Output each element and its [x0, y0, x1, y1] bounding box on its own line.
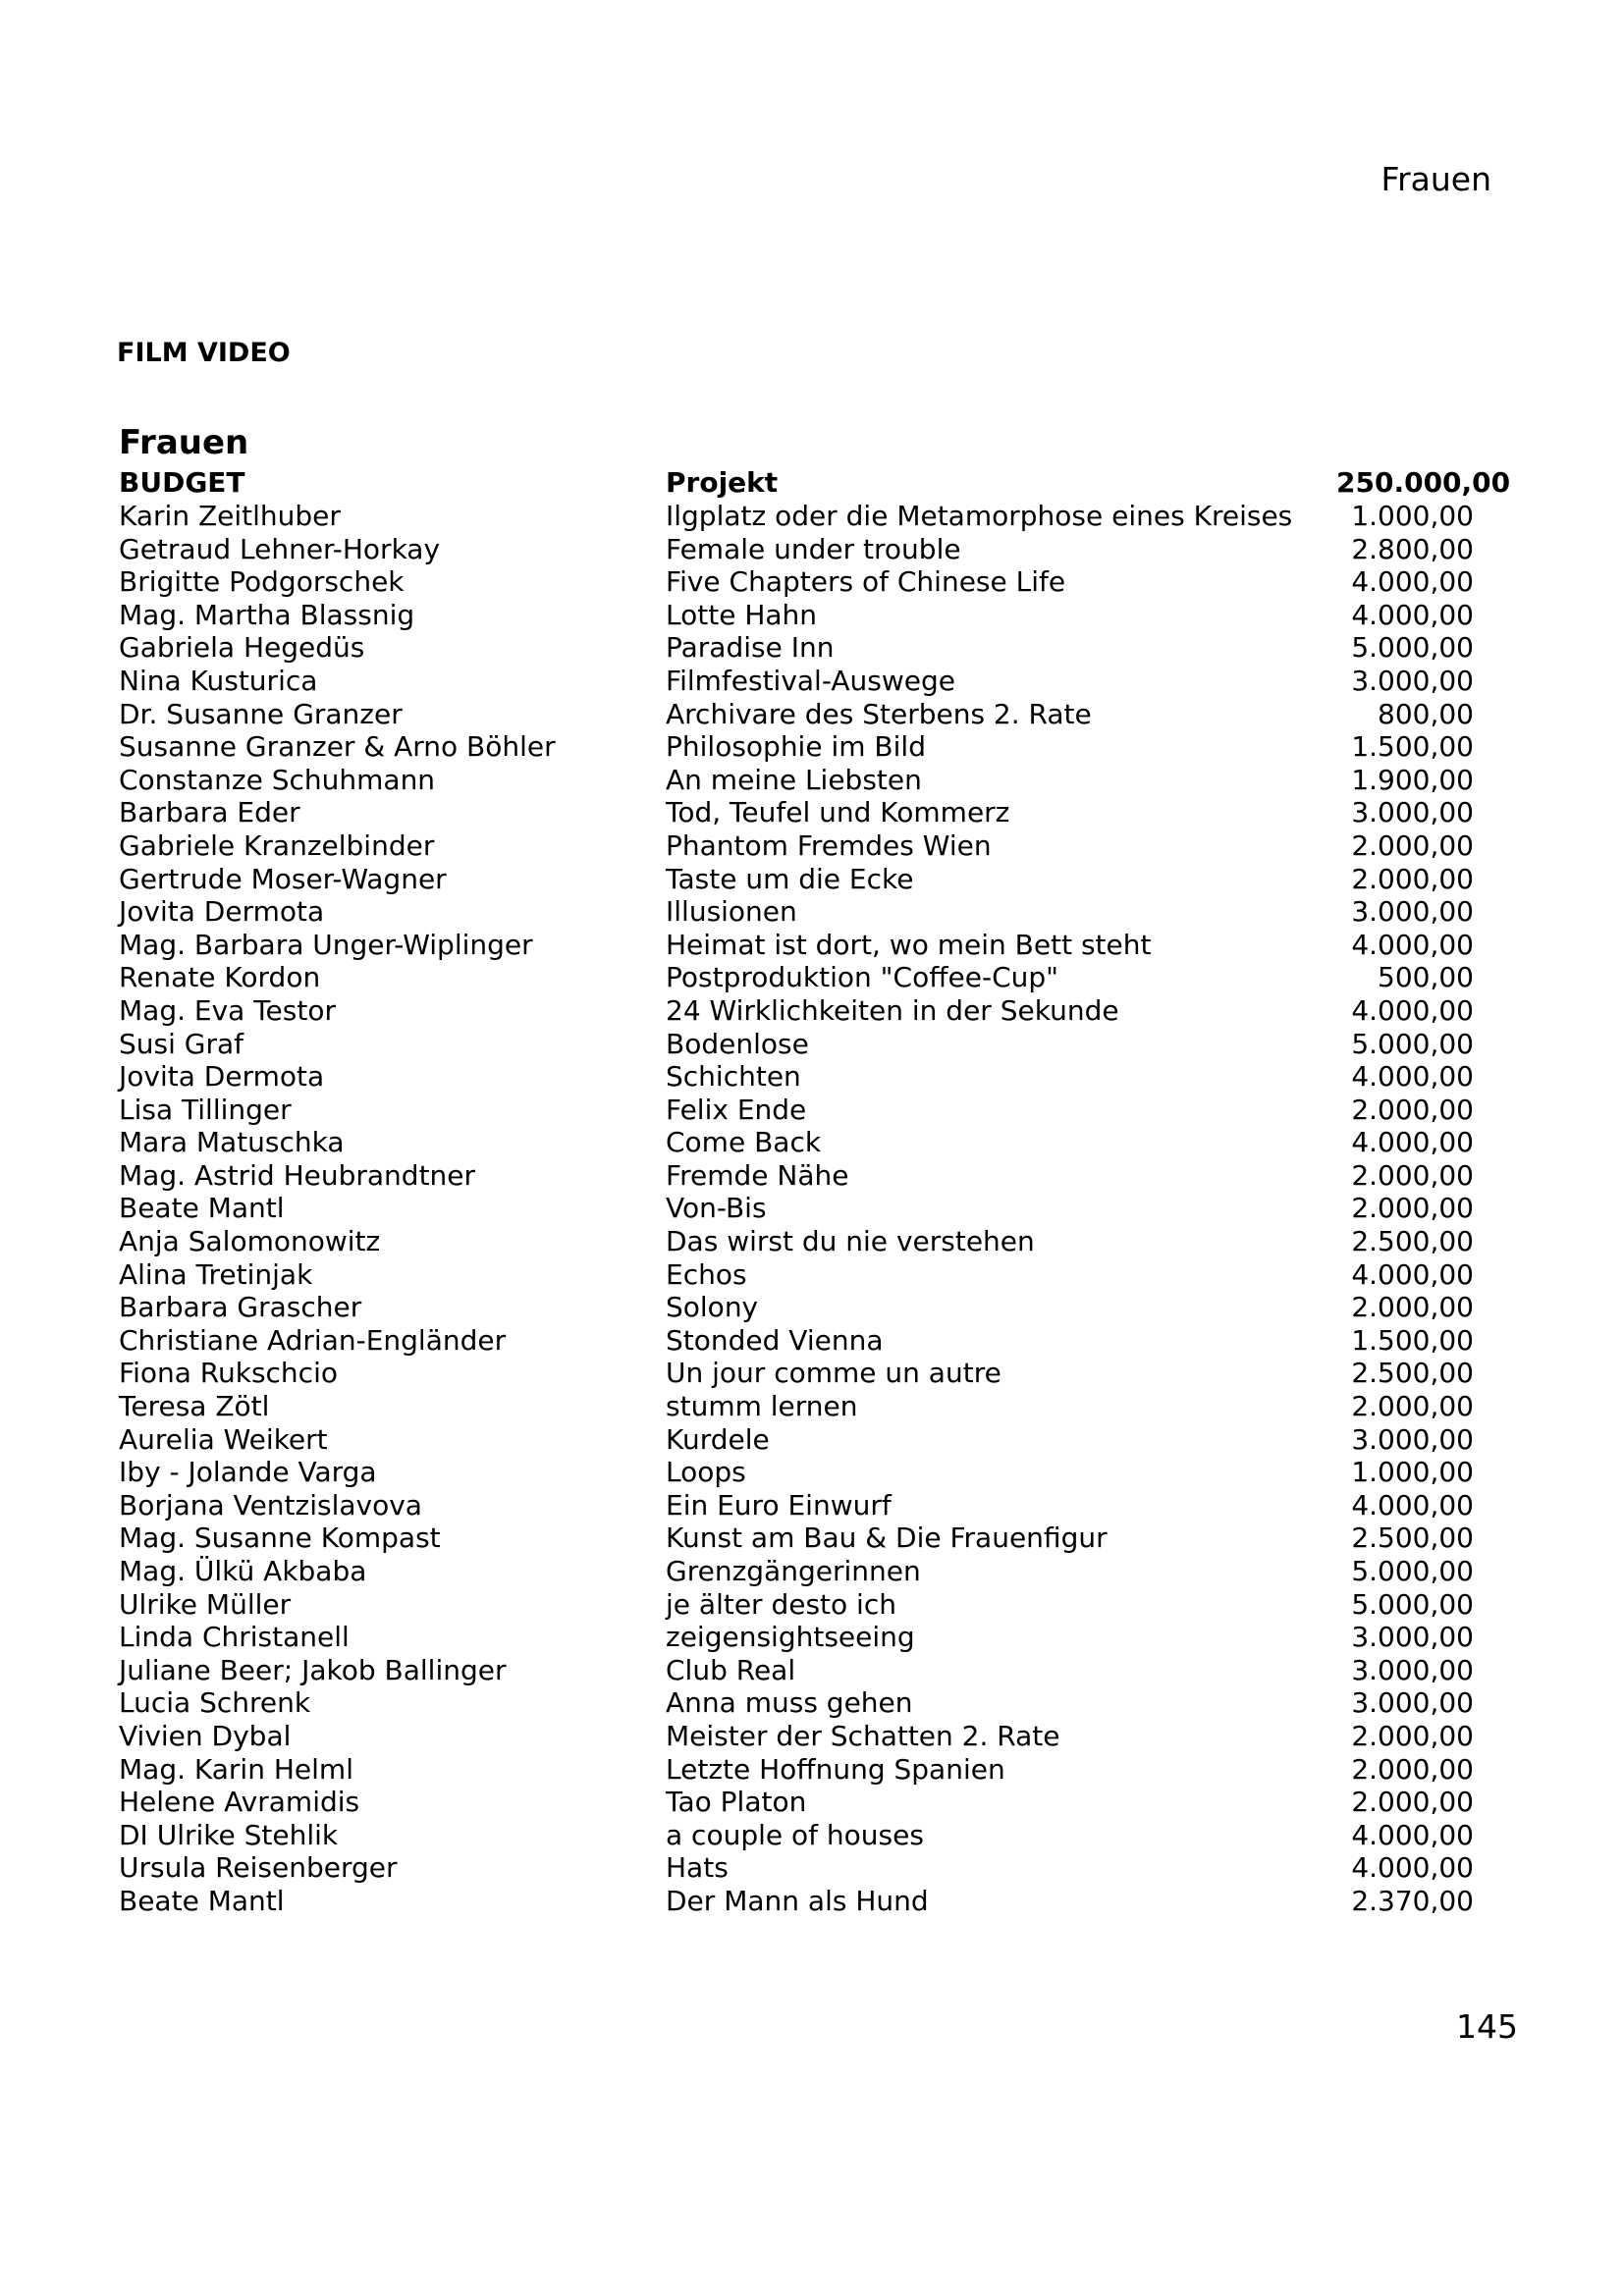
- cell-name: Mag. Martha Blassnig: [119, 598, 415, 631]
- block-title: Frauen: [119, 423, 249, 462]
- table-row: [119, 599, 1479, 632]
- table-row: [119, 796, 1479, 829]
- budget-table: [119, 466, 1511, 1918]
- cell-amount: 4.000,00: [1351, 928, 1474, 961]
- table-header-row: [119, 466, 1511, 500]
- cell-amount: 4.000,00: [1351, 598, 1474, 631]
- cell-amount: 4.000,00: [1351, 1488, 1474, 1522]
- cell-amount: 5.000,00: [1351, 631, 1474, 665]
- cell-name: Karin Zeitlhuber: [119, 500, 341, 532]
- cell-project: Filmfestival-Auswege: [666, 664, 955, 697]
- cell-amount: 2.000,00: [1351, 1719, 1474, 1752]
- cell-project: Tod, Teufel und Kommerz: [666, 796, 1010, 829]
- table-row: [119, 1390, 1479, 1423]
- cell-amount: 4.000,00: [1351, 1126, 1474, 1159]
- table-row: [119, 1489, 1479, 1522]
- cell-name: Jovita Dermota: [119, 1060, 325, 1094]
- cell-name: Beate Mantl: [119, 1884, 285, 1917]
- cell-name: Alina Tretinjak: [119, 1257, 313, 1291]
- cell-project: Echos: [666, 1257, 747, 1291]
- cell-amount: 4.000,00: [1351, 565, 1474, 599]
- cell-project: Kurdele: [666, 1422, 770, 1456]
- table-row: [119, 994, 1479, 1028]
- cell-name: Mara Matuschka: [119, 1126, 345, 1159]
- table-row: [119, 730, 1479, 764]
- cell-amount: 2.370,00: [1351, 1884, 1474, 1917]
- cell-name: Gabriele Kranzelbinder: [119, 828, 435, 862]
- header-project: Projekt: [666, 466, 779, 499]
- cell-amount: 4.000,00: [1351, 1818, 1474, 1851]
- table-row: [119, 1456, 1479, 1489]
- cell-name: Juliane Beer; Jakob Ballinger: [119, 1653, 507, 1686]
- cell-name: Mag. Eva Testor: [119, 993, 336, 1027]
- cell-name: Mag. Susanne Kompast: [119, 1522, 441, 1555]
- cell-project: Philosophie im Bild: [666, 730, 926, 764]
- cell-amount: 1.500,00: [1351, 1323, 1474, 1357]
- cell-name: Iby - Jolande Varga: [119, 1456, 377, 1489]
- running-header-title: Frauen: [1380, 160, 1491, 198]
- cell-name: Dr. Susanne Granzer: [119, 697, 403, 730]
- cell-name: Susanne Granzer & Arno Böhler: [119, 730, 556, 764]
- cell-project: Paradise Inn: [666, 631, 835, 665]
- cell-project: Five Chapters of Chinese Life: [666, 565, 1066, 599]
- table-row: [119, 961, 1479, 994]
- cell-name: Aurelia Weikert: [119, 1422, 328, 1456]
- cell-name: Barbara Grascher: [119, 1291, 362, 1324]
- cell-project: Letzte Hoffnung Spanien: [666, 1752, 1005, 1786]
- table-row: [119, 1192, 1479, 1225]
- cell-name: Mag. Karin Helml: [119, 1752, 353, 1786]
- page-number: 145: [1456, 2007, 1518, 2046]
- cell-amount: 1.000,00: [1351, 1456, 1474, 1489]
- table-row: [119, 1522, 1479, 1555]
- cell-project: Phantom Fremdes Wien: [666, 828, 992, 862]
- cell-amount: 1.000,00: [1351, 500, 1474, 532]
- cell-name: Lisa Tillinger: [119, 1093, 292, 1126]
- table-row: [119, 863, 1479, 896]
- table-row: [119, 1686, 1479, 1720]
- cell-project: zeigensightseeing: [666, 1621, 915, 1654]
- table-row: [119, 500, 1479, 533]
- cell-project: Solony: [666, 1291, 759, 1324]
- cell-name: Nina Kusturica: [119, 664, 318, 697]
- table-row: [119, 1357, 1479, 1390]
- cell-project: stumm lernen: [666, 1390, 858, 1423]
- cell-project: Taste um die Ecke: [666, 862, 914, 895]
- cell-amount: 2.000,00: [1351, 1192, 1474, 1225]
- cell-name: Christiane Adrian-Engländer: [119, 1323, 507, 1357]
- table-row: [119, 1324, 1479, 1358]
- cell-amount: 2.000,00: [1351, 828, 1474, 862]
- cell-amount: 2.000,00: [1351, 1390, 1474, 1423]
- cell-amount: 2.500,00: [1351, 1357, 1474, 1390]
- cell-project: Anna muss gehen: [666, 1686, 913, 1720]
- table-body: [119, 500, 1479, 1918]
- cell-name: Anja Salomonowitz: [119, 1225, 381, 1258]
- cell-amount: 500,00: [1378, 961, 1474, 994]
- table-row: [119, 1159, 1479, 1193]
- cell-amount: 3.000,00: [1351, 1653, 1474, 1686]
- cell-project: Lotte Hahn: [666, 598, 818, 631]
- table-row: [119, 1258, 1479, 1292]
- cell-name: Getraud Lehner-Horkay: [119, 532, 441, 565]
- table-row: [119, 764, 1479, 797]
- cell-project: Grenzgängerinnen: [666, 1555, 921, 1587]
- table-row: [119, 1555, 1479, 1588]
- table-row: [119, 1720, 1479, 1753]
- table-row: [119, 533, 1479, 566]
- cell-name: Mag. Barbara Unger-Wiplinger: [119, 928, 533, 961]
- cell-name: Renate Kordon: [119, 961, 321, 994]
- cell-name: Brigitte Podgorschek: [119, 565, 405, 599]
- cell-amount: 2.800,00: [1351, 532, 1474, 565]
- cell-project: Meister der Schatten 2. Rate: [666, 1719, 1060, 1752]
- cell-project: Von-Bis: [666, 1192, 767, 1225]
- cell-project: Club Real: [666, 1653, 796, 1686]
- table-row: [119, 1851, 1479, 1885]
- cell-project: Heimat ist dort, wo mein Bett steht: [666, 928, 1152, 961]
- cell-project: 24 Wirklichkeiten in der Sekunde: [666, 993, 1119, 1027]
- cell-name: Mag. Astrid Heubrandtner: [119, 1158, 476, 1192]
- cell-project: Come Back: [666, 1126, 822, 1159]
- cell-amount: 4.000,00: [1351, 993, 1474, 1027]
- cell-amount: 1.900,00: [1351, 763, 1474, 796]
- cell-amount: 4.000,00: [1351, 1257, 1474, 1291]
- cell-name: Borjana Ventzislavova: [119, 1488, 422, 1522]
- cell-name: Barbara Eder: [119, 796, 300, 829]
- table-row: [119, 929, 1479, 962]
- cell-project: Tao Platon: [666, 1786, 807, 1819]
- table-row: [119, 1654, 1479, 1687]
- cell-project: a couple of houses: [666, 1818, 924, 1851]
- table-row: [119, 698, 1479, 731]
- table-row: [119, 1423, 1479, 1457]
- cell-name: Lucia Schrenk: [119, 1686, 311, 1720]
- cell-amount: 5.000,00: [1351, 1555, 1474, 1587]
- table-row: [119, 1028, 1479, 1061]
- cell-amount: 3.000,00: [1351, 895, 1474, 929]
- table-row: [119, 565, 1479, 599]
- cell-name: Helene Avramidis: [119, 1786, 360, 1819]
- cell-amount: 5.000,00: [1351, 1027, 1474, 1060]
- cell-amount: 4.000,00: [1351, 1851, 1474, 1885]
- cell-amount: 4.000,00: [1351, 1060, 1474, 1094]
- cell-name: Ulrike Müller: [119, 1587, 292, 1621]
- cell-amount: 3.000,00: [1351, 796, 1474, 829]
- section-label: FILM VIDEO: [117, 338, 291, 368]
- cell-amount: 3.000,00: [1351, 1686, 1474, 1720]
- cell-amount: 2.000,00: [1351, 1158, 1474, 1192]
- cell-name: Constanze Schuhmann: [119, 763, 436, 796]
- cell-project: Das wirst du nie verstehen: [666, 1225, 1035, 1258]
- cell-project: Felix Ende: [666, 1093, 807, 1126]
- header-total-amount: 250.000,00: [1336, 466, 1511, 499]
- cell-project: Bodenlose: [666, 1027, 809, 1060]
- cell-project: Ilgplatz oder die Metamorphose eines Kreises: [666, 500, 1293, 532]
- cell-project: Female under trouble: [666, 532, 961, 565]
- cell-amount: 2.500,00: [1351, 1225, 1474, 1258]
- cell-amount: 3.000,00: [1351, 1621, 1474, 1654]
- table-row: [119, 1753, 1479, 1787]
- cell-project: je älter desto ich: [666, 1587, 896, 1621]
- table-row: [119, 1588, 1479, 1622]
- cell-name: Beate Mantl: [119, 1192, 285, 1225]
- cell-amount: 2.000,00: [1351, 1093, 1474, 1126]
- cell-name: DI Ulrike Stehlik: [119, 1818, 339, 1851]
- table-row: [119, 665, 1479, 698]
- cell-name: Gabriela Hegedüs: [119, 631, 365, 665]
- cell-amount: 1.500,00: [1351, 730, 1474, 764]
- cell-name: Ursula Reisenberger: [119, 1851, 398, 1885]
- cell-amount: 3.000,00: [1351, 1422, 1474, 1456]
- table-row: [119, 631, 1479, 665]
- cell-name: Teresa Zötl: [119, 1390, 270, 1423]
- cell-name: Fiona Rukschcio: [119, 1357, 338, 1390]
- cell-project: Illusionen: [666, 895, 797, 929]
- table-row: [119, 1291, 1479, 1324]
- cell-project: Loops: [666, 1456, 746, 1489]
- cell-project: Stonded Vienna: [666, 1323, 884, 1357]
- cell-amount: 800,00: [1378, 697, 1474, 730]
- cell-project: Hats: [666, 1851, 729, 1885]
- table-row: [119, 1786, 1479, 1819]
- cell-project: An meine Liebsten: [666, 763, 922, 796]
- table-row: [119, 1225, 1479, 1258]
- cell-name: Mag. Ülkü Akbaba: [119, 1555, 367, 1587]
- cell-project: Ein Euro Einwurf: [666, 1488, 892, 1522]
- header-budget: BUDGET: [119, 466, 245, 499]
- cell-amount: 2.000,00: [1351, 1752, 1474, 1786]
- cell-project: Der Mann als Hund: [666, 1884, 929, 1917]
- table-row: [119, 1060, 1479, 1094]
- table-row: [119, 1126, 1479, 1159]
- cell-name: Susi Graf: [119, 1027, 244, 1060]
- cell-project: Un jour comme un autre: [666, 1357, 1001, 1390]
- cell-project: Fremde Nähe: [666, 1158, 849, 1192]
- cell-amount: 3.000,00: [1351, 664, 1474, 697]
- table-row: [119, 1885, 1479, 1918]
- cell-name: Gertrude Moser-Wagner: [119, 862, 447, 895]
- table-row: [119, 1094, 1479, 1127]
- table-row: [119, 1819, 1479, 1852]
- cell-name: Jovita Dermota: [119, 895, 325, 929]
- table-row: [119, 1621, 1479, 1654]
- cell-project: Schichten: [666, 1060, 801, 1094]
- cell-amount: 2.500,00: [1351, 1522, 1474, 1555]
- cell-project: Kunst am Bau & Die Frauenfigur: [666, 1522, 1108, 1555]
- cell-amount: 2.000,00: [1351, 1786, 1474, 1819]
- cell-project: Postproduktion "Coffee-Cup": [666, 961, 1059, 994]
- cell-amount: 2.000,00: [1351, 862, 1474, 895]
- cell-name: Vivien Dybal: [119, 1719, 292, 1752]
- cell-name: Linda Christanell: [119, 1621, 350, 1654]
- table-row: [119, 895, 1479, 929]
- cell-project: Archivare des Sterbens 2. Rate: [666, 697, 1092, 730]
- cell-amount: 2.000,00: [1351, 1291, 1474, 1324]
- table-row: [119, 829, 1479, 863]
- cell-amount: 5.000,00: [1351, 1587, 1474, 1621]
